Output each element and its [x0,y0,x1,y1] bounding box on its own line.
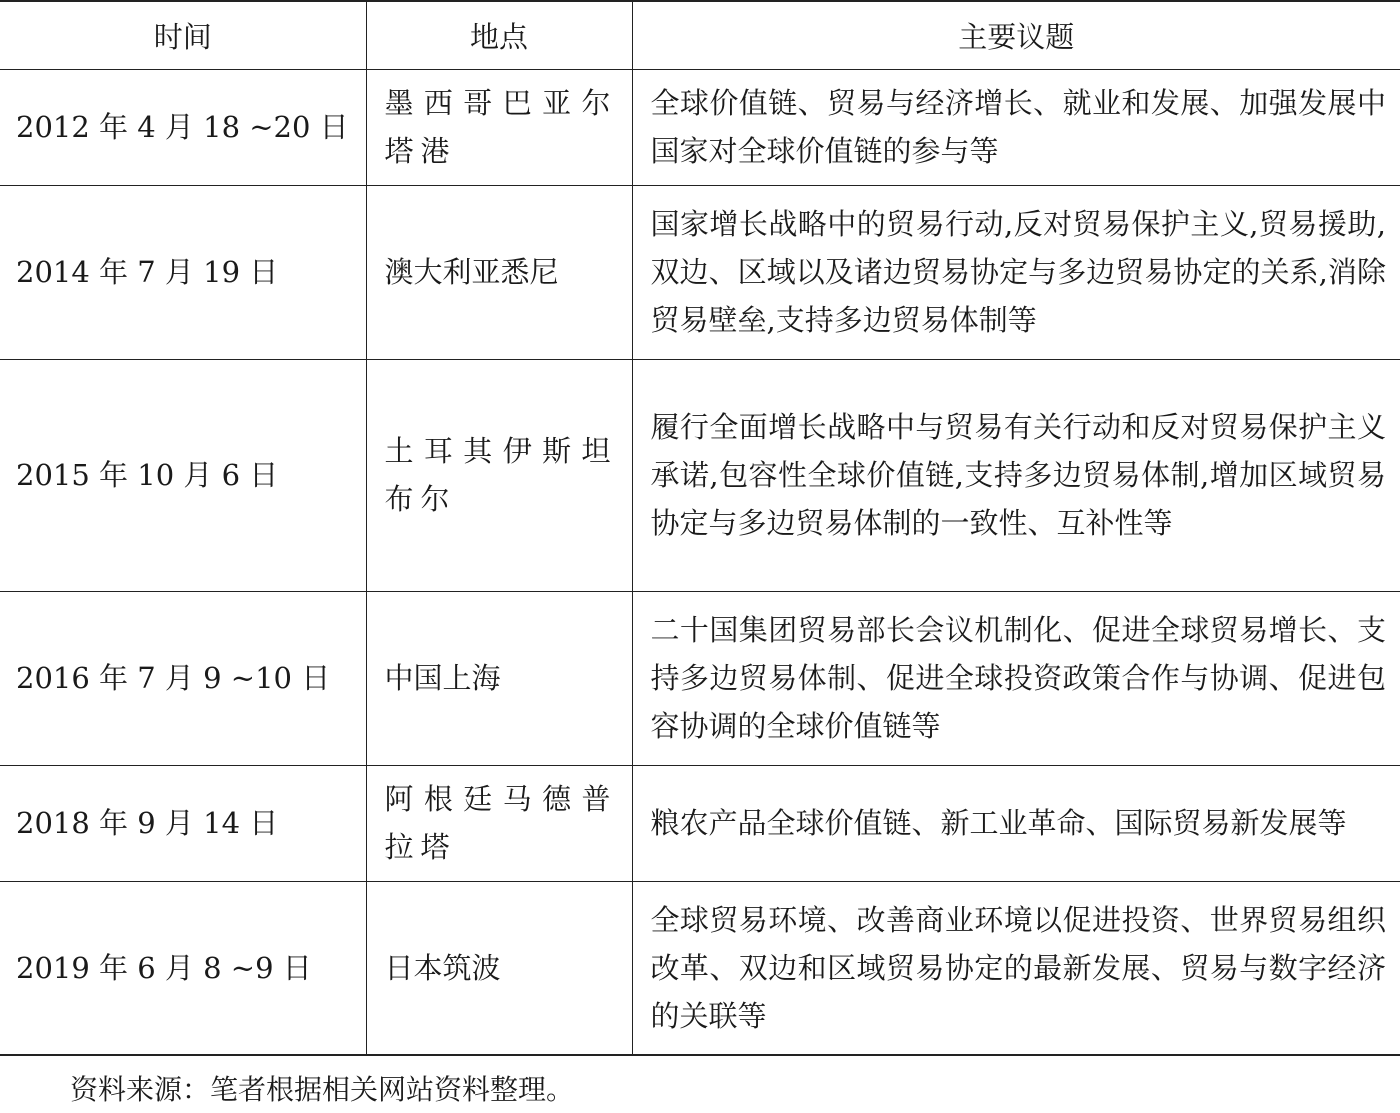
cell-time: 2016 年 7 月 9 ~10 日 [0,591,366,765]
cell-place: 阿根廷马德普拉塔 [366,765,632,881]
table-row [0,185,1400,359]
cell-topic: 粮农产品全球价值链、新工业革命、国际贸易新发展等 [632,765,1400,881]
cell-time: 2012 年 4 月 18 ~20 日 [0,69,366,185]
cell-topic: 履行全面增长战略中与贸易有关行动和反对贸易保护主义承诺,包容性全球价值链,支持多边贸易体制,增加区域贸易协定与多边贸易体制的一致性、互补性等 [632,359,1400,591]
cell-topic: 全球贸易环境、改善商业环境以促进投资、世界贸易组织改革、双边和区域贸易协定的最新发展、贸易与数字经济的关联等 [632,881,1400,1055]
cell-time: 2018 年 9 月 14 日 [0,765,366,881]
header-topic: 主要议题 [632,1,1400,69]
table-row [0,359,1400,591]
header-time: 时间 [0,1,366,69]
cell-time: 2019 年 6 月 8 ~9 日 [0,881,366,1055]
table-header [0,1,1400,69]
table-row [0,765,1400,881]
cell-time: 2015 年 10 月 6 日 [0,359,366,591]
cell-topic: 二十国集团贸易部长会议机制化、促进全球贸易增长、支持多边贸易体制、促进全球投资政策合作与协调、促进包容协调的全球价值链等 [632,591,1400,765]
table-row [0,591,1400,765]
cell-place: 日本筑波 [366,881,632,1055]
cell-place: 墨西哥巴亚尔塔港 [366,69,632,185]
source-note: 资料来源：笔者根据相关网站资料整理。 [70,1073,575,1106]
cell-time: 2014 年 7 月 19 日 [0,185,366,359]
cell-topic: 国家增长战略中的贸易行动,反对贸易保护主义,贸易援助,双边、区域以及诸边贸易协定与多边贸易协定的关系,消除贸易壁垒,支持多边贸易体制等 [632,185,1400,359]
cell-place: 中国上海 [366,591,632,765]
table-body [0,69,1400,1055]
cell-topic: 全球价值链、贸易与经济增长、就业和发展、加强发展中国家对全球价值链的参与等 [632,69,1400,185]
cell-place: 土耳其伊斯坦布尔 [366,359,632,591]
header-row [0,1,1400,69]
header-place: 地点 [366,1,632,69]
table-row [0,881,1400,1055]
table-row [0,69,1400,185]
cell-place: 澳大利亚悉尼 [366,185,632,359]
